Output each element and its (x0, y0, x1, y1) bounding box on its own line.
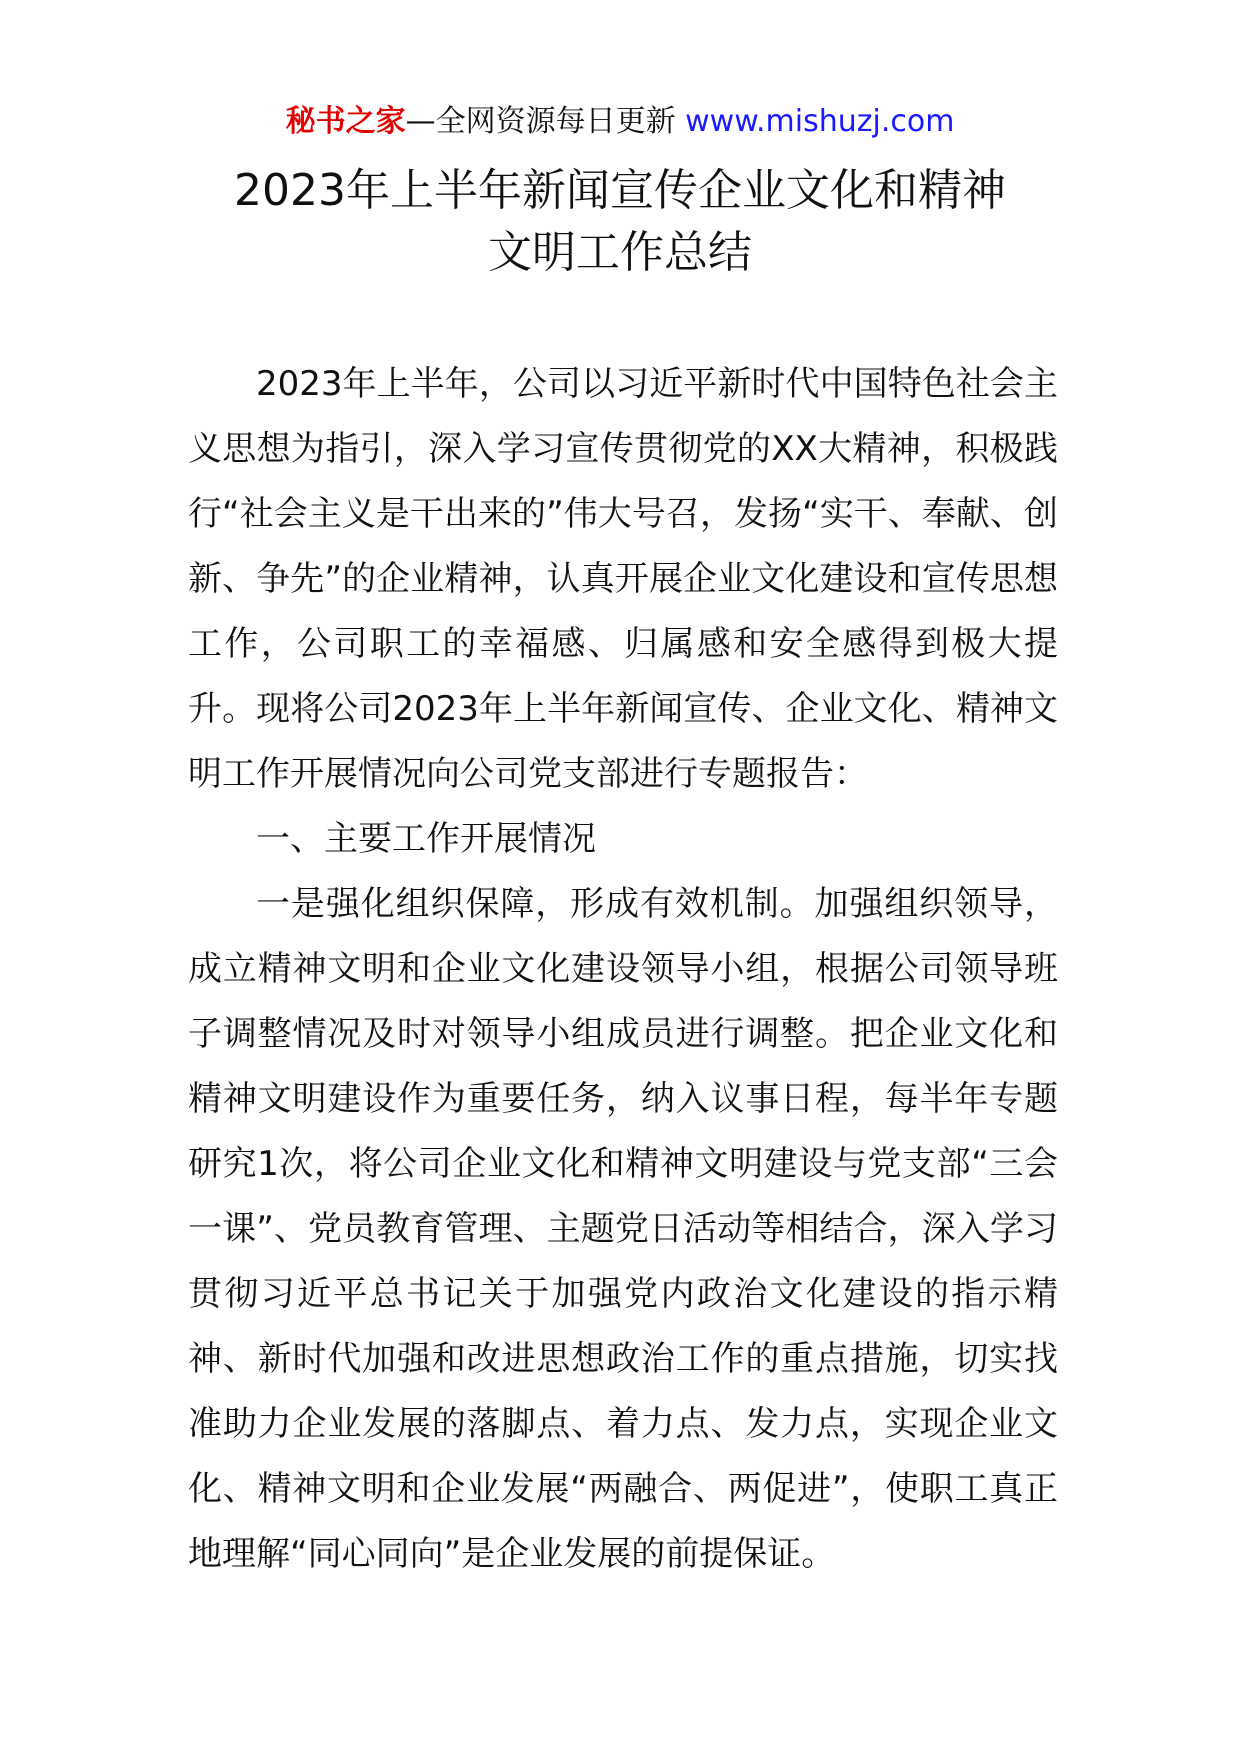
site-url-link[interactable]: www.mishuzj.com (685, 104, 955, 139)
section-heading: 一、主要工作开展情况 (256, 819, 596, 859)
header-slogan: —全网资源每日更新 (405, 104, 676, 139)
watermark-header (0, 100, 1240, 144)
document-title (0, 160, 1240, 284)
title-line-2: 文明工作总结 (488, 227, 752, 278)
title-line-1: 2023年上半年新闻宣传企业文化和精神 (234, 165, 1006, 216)
brand-name: 秘书之家 (285, 104, 406, 139)
document-body (188, 352, 1058, 1587)
section-paragraph: 一是强化组织保障，形成有效机制。加强组织领导，成立精神文明和企业文化建设领导小组，根据公司领导班子调整情况及时对领导小组成员进行调整。把企业文化和精神文明建设作为重要任务，纳入议事日程，每半年专题研究1次，将公司企业文化和精神文明建设与党支部“三会一课”、党员教育管理、主题党日活动等相结合，深入学习贯彻习近平总书记关于加强党内政治文化建设的指示精神、新时代加强和改进思想政治工作的重点措施，切实找准助力企业发展的落脚点、着力点、发力点，实现企业文化、精神文明和企业发展“两融合、两促进”，使职工真正地理解“同心同向”是企业发展的前提保证。 (188, 884, 1058, 1574)
intro-paragraph: 2023年上半年，公司以习近平新时代中国特色社会主义思想为指引，深入学习宣传贯彻党的XX大精神，积极践行“社会主义是干出来的”伟大号召，发扬“实干、奉献、创新、争先”的企业精神，认真开展企业文化建设和宣传思想工作，公司职工的幸福感、归属感和安全感得到极大提升。现将公司2023年上半年新闻宣传、企业文化、精神文明工作开展情况向公司党支部进行专题报告： (188, 364, 1058, 794)
